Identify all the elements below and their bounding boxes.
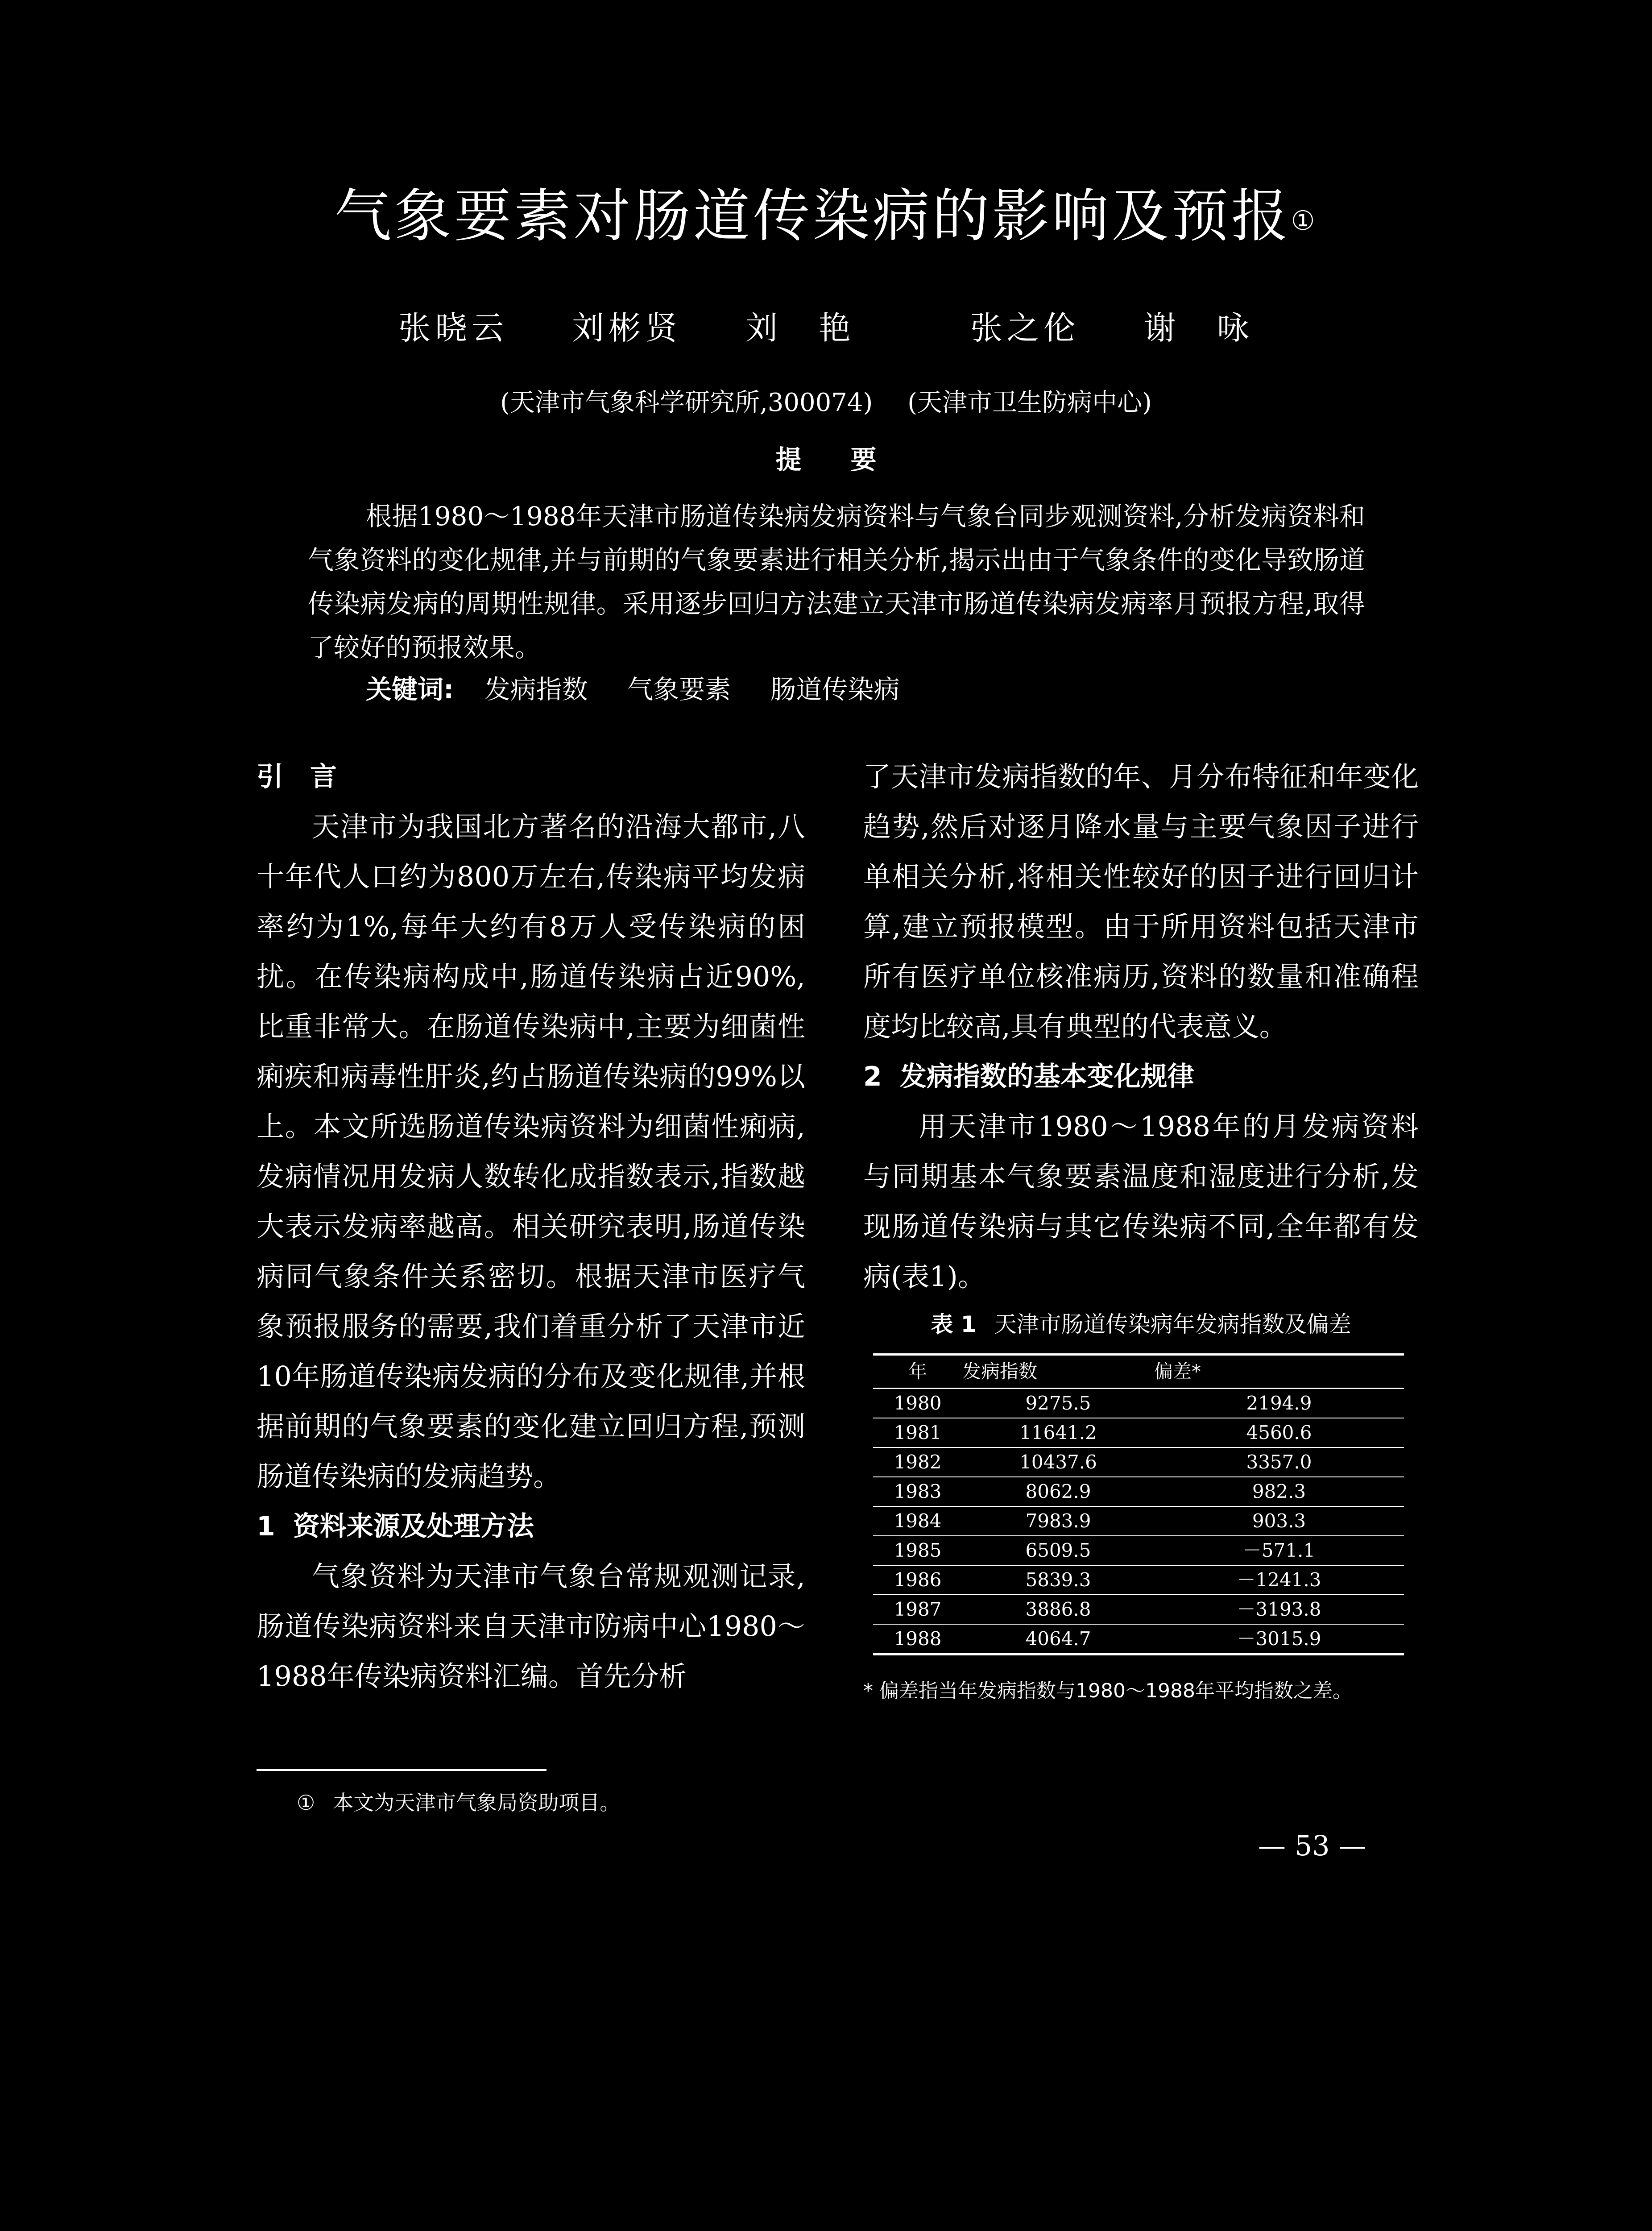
table-cell: 4560.6 xyxy=(1154,1418,1404,1447)
footnote-divider xyxy=(257,1769,547,1771)
table-row xyxy=(873,1624,1404,1655)
table-cell: －3193.8 xyxy=(1154,1595,1404,1624)
table-cell: 3357.0 xyxy=(1154,1447,1404,1477)
table-cell: 2194.9 xyxy=(1154,1389,1404,1418)
table-cell: －1241.3 xyxy=(1154,1565,1404,1595)
table-cell: 3886.8 xyxy=(962,1595,1154,1624)
author-list xyxy=(0,303,1652,352)
author: 刘彬贤 xyxy=(572,309,682,347)
table-cell: 4064.7 xyxy=(962,1624,1154,1655)
title-footnote-mark: ① xyxy=(1291,205,1318,236)
table-row xyxy=(873,1595,1404,1624)
author: 刘 艳 xyxy=(745,309,855,347)
incidence-table xyxy=(873,1353,1404,1655)
table-cell: 903.3 xyxy=(1154,1506,1404,1536)
section-title: 发病指数的基本变化规律 xyxy=(899,1061,1194,1092)
author: 张之伦 xyxy=(970,309,1080,347)
keyword: 气象要素 xyxy=(627,674,731,705)
keyword: 发病指数 xyxy=(484,674,588,705)
table-cell: 982.3 xyxy=(1154,1477,1404,1506)
table-cell: 1983 xyxy=(873,1477,962,1506)
keywords-label: 关键词: xyxy=(366,674,454,705)
section1-paragraph: 气象资料为天津市气象台常规观测记录,肠道传染病资料来自天津市防病中心1980～1988年传染病资料汇编。首先分析 xyxy=(257,1560,805,1692)
table-cell: 7983.9 xyxy=(962,1506,1154,1536)
table-header-row xyxy=(873,1355,1404,1389)
abstract-heading: 提要 xyxy=(775,444,926,475)
section-title: 资料来源及处理方法 xyxy=(293,1511,534,1542)
table-cell: 1987 xyxy=(873,1595,962,1624)
table-row xyxy=(873,1565,1404,1595)
table-header: 年 xyxy=(873,1355,962,1389)
footnote xyxy=(297,1785,620,1820)
title-text: 气象要素对肠道传染病的影响及预报 xyxy=(334,183,1291,249)
section1-paragraph-continued: 了天津市发病指数的年、月分布特征和年变化趋势,然后对逐月降水量与主要气象因子进行单相关分析,将相关性较好的因子进行回归计算,建立预报模型。由于所用资料包括天津市所有医疗单位核准病历,资料的数量和准确程度均比较高,具有典型的代表意义。 xyxy=(863,760,1419,1043)
table-cell: 8062.9 xyxy=(962,1477,1154,1506)
table-row xyxy=(873,1447,1404,1477)
left-column xyxy=(257,752,805,1701)
table-row xyxy=(873,1506,1404,1536)
table-title: 天津市肠道传染病年发病指数及偏差 xyxy=(994,1311,1351,1337)
page-number: — 53 — xyxy=(1258,1829,1366,1862)
author: 张晓云 xyxy=(398,309,509,347)
section1-heading xyxy=(257,1501,805,1551)
table-cell: －571.1 xyxy=(1154,1536,1404,1565)
intro-paragraph: 天津市为我国北方著名的沿海大都市,八十年代人口约为800万左右,传染病平均发病率约为1%,每年大约有8万人受传染病的困扰。在传染病构成中,肠道传染病占近90%,比重非常大。在肠道传染病中,主要为细菌性痢疾和病毒性肝炎,约占肠道传染病的99%以上。本文所选肠道传染病资料为细菌性痢病,发病情况用发病人数转化成指数表示,指数越大表示发病率越高。相关研究表明,肠道传染病同气象条件关系密切。根据天津市医疗气象预报服务的需要,我们着重分析了天津市近10年肠道传染病发病的分布及变化规律,并根据前期的气象要素的变化建立回归方程,预测肠道传染病的发病趋势。 xyxy=(257,810,805,1493)
right-column xyxy=(863,752,1419,1709)
author: 谢 咏 xyxy=(1143,309,1254,347)
table-header: 偏差* xyxy=(1154,1355,1404,1389)
table-cell: 1984 xyxy=(873,1506,962,1536)
table-cell: 1981 xyxy=(873,1418,962,1447)
table-cell: 10437.6 xyxy=(962,1447,1154,1477)
table-note: * 偏差指当年发病指数与1980～1988年平均指数之差。 xyxy=(863,1679,1352,1702)
table-cell: 1986 xyxy=(873,1565,962,1595)
table-row xyxy=(873,1389,1404,1418)
table-row xyxy=(873,1418,1404,1447)
abstract xyxy=(308,494,1365,669)
table-cell: 5839.3 xyxy=(962,1565,1154,1595)
affiliation-list xyxy=(0,383,1652,423)
paper-title xyxy=(0,178,1652,254)
section2-paragraph: 用天津市1980～1988年的月发病资料与同期基本气象要素温度和湿度进行分析,发现肠道传染病与其它传染病不同,全年都有发病(表1)。 xyxy=(863,1110,1419,1293)
footnote-text: 本文为天津市气象局资助项目。 xyxy=(333,1791,621,1815)
table-cell: －3015.9 xyxy=(1154,1624,1404,1655)
keyword: 肠道传染病 xyxy=(770,674,900,705)
affiliation: (天津市卫生防病中心) xyxy=(907,388,1152,417)
table-cell: 6509.5 xyxy=(962,1536,1154,1565)
table-header: 发病指数 xyxy=(962,1355,1154,1389)
section-number: 2 xyxy=(863,1061,882,1092)
table-caption xyxy=(863,1304,1419,1344)
affiliation: (天津市气象科学研究所,300074) xyxy=(500,388,873,417)
table-cell: 11641.2 xyxy=(962,1418,1154,1447)
section-number: 1 xyxy=(257,1511,275,1542)
table-cell: 9275.5 xyxy=(962,1389,1154,1418)
keywords xyxy=(366,669,931,709)
intro-heading: 引言 xyxy=(257,761,364,792)
table-cell: 1985 xyxy=(873,1536,962,1565)
table-row xyxy=(873,1536,1404,1565)
table-cell: 1982 xyxy=(873,1447,962,1477)
abstract-text: 根据1980～1988年天津市肠道传染病发病资料与气象台同步观测资料,分析发病资料和气象资料的变化规律,并与前期的气象要素进行相关分析,揭示出由于气象条件的变化导致肠道传染病发病的周期性规律。采用逐步回归方法建立天津市肠道传染病发病率月预报方程,取得了较好的预报效果。 xyxy=(308,501,1365,663)
section2-heading xyxy=(863,1052,1419,1102)
table-row xyxy=(873,1477,1404,1506)
table-cell: 1980 xyxy=(873,1389,962,1418)
table-number: 表 1 xyxy=(931,1311,977,1337)
footnote-mark: ① xyxy=(297,1791,315,1815)
table-cell: 1988 xyxy=(873,1624,962,1655)
